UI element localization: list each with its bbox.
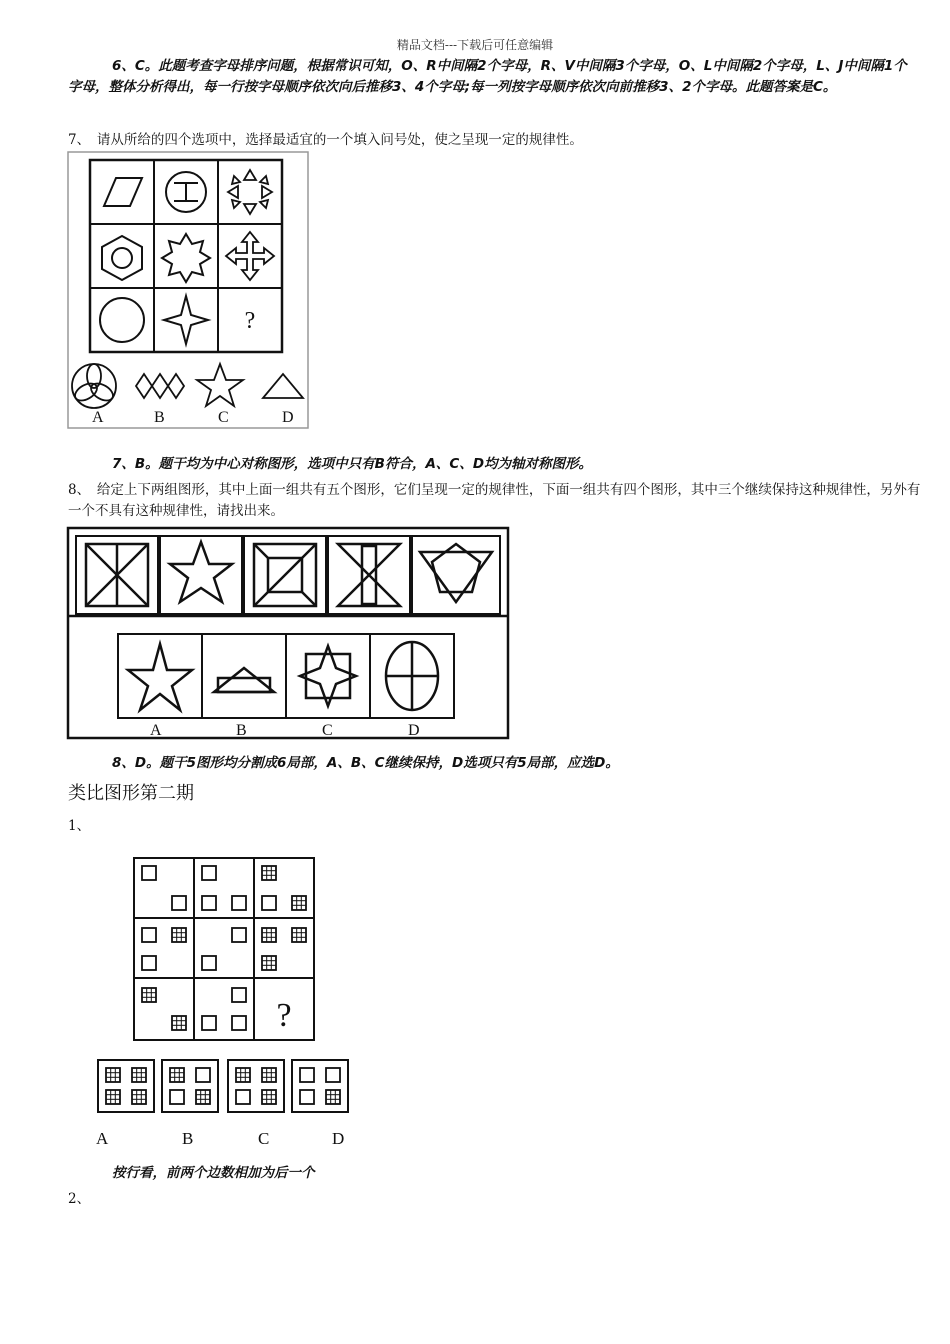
answer-8: 8、D。题干5图形均分割成6局部，A、B、C继续保持，D选项只有5局部，应选D。 xyxy=(112,755,619,771)
q8-option-a-shape xyxy=(128,644,192,710)
item-2-number: 2、 xyxy=(68,1191,91,1207)
q8-shape-1 xyxy=(86,544,148,606)
analogy-option-d-label: D xyxy=(332,1129,345,1148)
triangle-ring-shape xyxy=(228,170,272,214)
section-title: 类比图形第二期 xyxy=(68,783,194,804)
q8-option-b-shape xyxy=(214,668,274,692)
question-mark: ? xyxy=(244,308,256,334)
option-a-label: A xyxy=(92,409,104,426)
parallelogram-shape xyxy=(104,178,142,206)
hexagon-shape xyxy=(102,236,142,280)
q8-shape-4 xyxy=(338,544,400,606)
item-1-number: 1、 xyxy=(68,818,91,834)
analogy-note: 按行看，前两个边数相加为后一个 xyxy=(112,1165,315,1181)
answer-6: 6、C。此题考查字母排序问题，根据常识可知，O、R中间隔2个字母，R、V中间隔3个字母，O、L中间隔2个字母，L、J中间隔1个字母，整体分析得出，每一行按字母顺序依次向后推移3、4个字母;每一列按字母顺序依次向前推移3、2个字母。此题答案是C。 xyxy=(68,58,907,95)
option-b-label: B xyxy=(154,409,165,426)
q8-option-c-label: C xyxy=(322,722,333,739)
octagram-shape xyxy=(162,234,210,282)
q8-shape-2 xyxy=(170,542,232,602)
analogy-option-b-label: B xyxy=(182,1129,194,1148)
q8-option-d-label: D xyxy=(408,722,420,739)
question-7: 7、 请从所给的四个选项中，选择最适宜的一个填入问号处，使之呈现一定的规律性。 xyxy=(68,132,583,148)
arrow-cross-shape xyxy=(226,232,274,280)
figure-q8 xyxy=(68,528,510,740)
q8-shape-3 xyxy=(254,544,316,606)
option-c-shape xyxy=(197,364,243,406)
option-a-shape xyxy=(72,364,116,408)
question-8: 8、 给定上下两组图形，其中上面一组共有五个图形，它们呈现一定的规律性，下面一组共有四个图形，其中三个继续保持这种规律性，另外有一个不具有这种规律性，请找出来。 xyxy=(68,482,921,519)
figure-analogy-1 xyxy=(96,850,376,1150)
answer-7: 7、B。题干均为中心对称图形，选项中只有B符合，A、C、D均为轴对称图形。 xyxy=(112,456,593,472)
figure-q7 xyxy=(68,152,310,430)
q8-option-b-label: B xyxy=(236,722,247,739)
q8-shape-5 xyxy=(420,544,492,602)
q8-option-c-shape xyxy=(300,646,356,706)
q8-option-d-shape xyxy=(386,642,438,710)
page-header: 精品文档---下载后可任意编辑 xyxy=(396,38,554,52)
analogy-question-mark: ? xyxy=(276,997,292,1034)
analogy-option-c-label: C xyxy=(258,1129,270,1148)
circle-shape xyxy=(100,298,144,342)
option-c-label: C xyxy=(218,409,229,426)
option-d-shape xyxy=(263,374,303,398)
four-point-star-shape xyxy=(164,296,208,344)
h-circle-shape xyxy=(166,172,206,212)
option-b-shape xyxy=(136,374,184,398)
analogy-option-a-label: A xyxy=(96,1129,109,1148)
option-d-label: D xyxy=(282,409,294,426)
q8-option-a-label: A xyxy=(150,722,162,739)
